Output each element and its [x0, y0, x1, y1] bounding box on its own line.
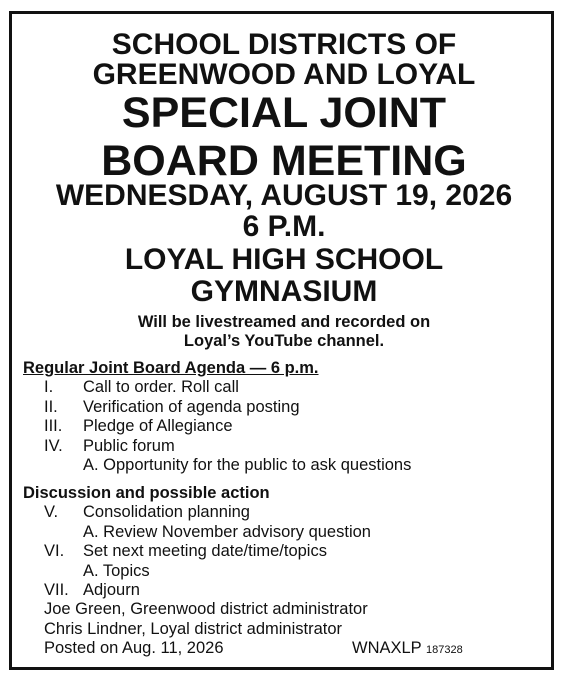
agenda-item-text: Pledge of Allegiance	[83, 417, 233, 435]
livestream-line-1: Will be livestreamed and recorded on	[137, 313, 431, 331]
discussion-item-num: V.	[44, 503, 59, 521]
header-line-1: SCHOOL DISTRICTS OF	[111, 28, 457, 61]
meeting-date: WEDNESDAY, AUGUST 19, 2026	[55, 179, 513, 212]
venue-line-2: GYMNASIUM	[190, 275, 378, 308]
meeting-time: 6 P.M.	[242, 210, 326, 243]
discussion-item-num: VII.	[44, 581, 69, 599]
discussion-item-text: Set next meeting date/time/topics	[83, 542, 327, 560]
agenda-item-num: III.	[44, 417, 63, 435]
discussion-subitem: A. Topics	[83, 562, 150, 580]
legal-code-prefix: WNAXLP	[352, 639, 422, 657]
discussion-item-text: Adjourn	[83, 581, 140, 599]
discussion-subitem: A. Review November advisory question	[83, 523, 371, 541]
agenda-heading: Regular Joint Board Agenda — 6 p.m.	[23, 359, 319, 377]
livestream-line-2: Loyal’s YouTube channel.	[183, 332, 385, 350]
venue-line-1: LOYAL HIGH SCHOOL	[124, 243, 444, 276]
discussion-item-num: VI.	[44, 542, 65, 560]
header-title-1: SPECIAL JOINT	[121, 89, 447, 137]
agenda-item-text: Call to order. Roll call	[83, 378, 239, 396]
agenda-item-num: II.	[44, 398, 58, 416]
posted-date: Posted on Aug. 11, 2026	[44, 639, 224, 657]
agenda-item-num: IV.	[44, 437, 63, 455]
agenda-item-text: Public forum	[83, 437, 175, 455]
legal-code	[352, 639, 463, 660]
discussion-heading: Discussion and possible action	[23, 484, 270, 502]
legal-code-number: 187328	[425, 644, 463, 656]
agenda-subitem: A. Opportunity for the public to ask questions	[83, 456, 412, 474]
agenda-item-text: Verification of agenda posting	[83, 398, 300, 416]
discussion-item-text: Consolidation planning	[83, 503, 250, 521]
header-title-2: BOARD MEETING	[101, 137, 467, 185]
header-line-2: GREENWOOD AND LOYAL	[92, 58, 476, 91]
signer-greenwood: Joe Green, Greenwood district administrator	[44, 600, 368, 618]
agenda-item-num: I.	[44, 378, 54, 396]
signer-loyal: Chris Lindner, Loyal district administrator	[44, 620, 343, 638]
